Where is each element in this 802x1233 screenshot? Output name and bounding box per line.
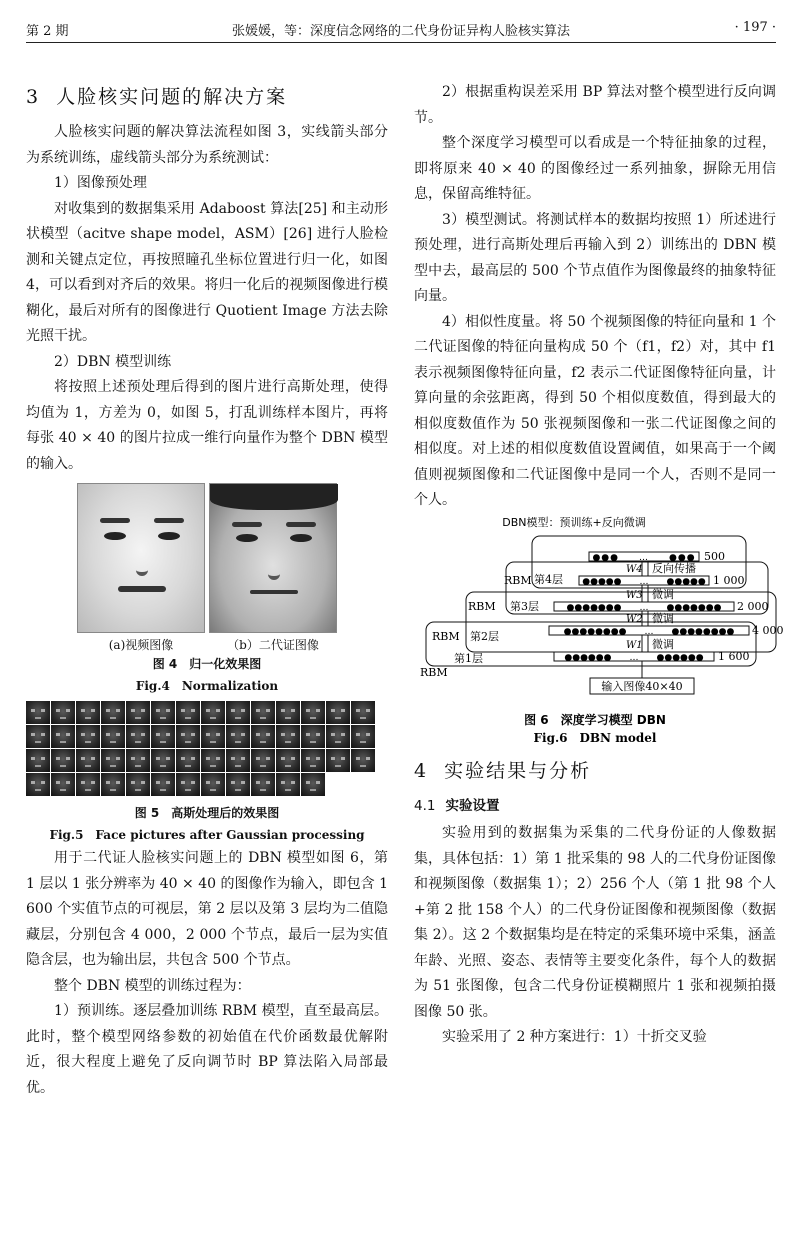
face-thumbnail xyxy=(226,773,250,796)
abstraction-paragraph: 整个深度学习模型可以看成是一个特征抽象的过程，即将原来 40 × 40 的图像经过一系列抽象，摒除无用信息，保留高维特征。 xyxy=(414,135,776,202)
face-thumbnail xyxy=(151,749,175,772)
layer-label-1: 第1层 xyxy=(454,651,483,665)
fig5-caption-en: Fig.5 Face pictures after Gaussian processing xyxy=(49,828,365,842)
face-thumbnail xyxy=(51,725,75,748)
face-thumbnail xyxy=(301,773,325,796)
scheme-paragraph: 实验采用了 2 种方案进行：1）十折交叉验 xyxy=(442,1029,707,1045)
video-face-image xyxy=(77,483,205,633)
face-thumbnail xyxy=(326,749,350,772)
face-thumbnail xyxy=(126,773,150,796)
face-thumbnail xyxy=(176,749,200,772)
running-title: 张媛媛，等：深度信念网络的二代身份证异构人脸核实算法 xyxy=(231,24,570,39)
backprop-label: 反向传播 xyxy=(652,561,696,575)
layer-label-4: 第4层 xyxy=(534,572,563,586)
face-thumbnail xyxy=(151,725,175,748)
right-column xyxy=(414,60,784,1051)
face-thumbnail xyxy=(251,749,275,772)
left-column xyxy=(26,60,388,1101)
face-thumbnail xyxy=(351,701,375,724)
face-thumbnail xyxy=(301,701,325,724)
weight-w3: W3 xyxy=(626,589,643,601)
issue-number: 第 2 期 xyxy=(26,24,69,39)
face-thumbnail xyxy=(126,701,150,724)
model-test-paragraph: 3）模型测试。将测试样本的数据均按照 1）所述进行预处理，进行高斯处理后再输入到 2）训练出的 DBN 模型中去，最高层的 500 个节点值作为图像最终的抽象特征向量。 xyxy=(414,211,776,304)
face-thumbnail xyxy=(176,725,200,748)
face-thumbnail xyxy=(201,773,225,796)
rbm-label-1: RBM xyxy=(420,665,448,679)
sec3-step1-text: 对收集到的数据集采用 Adaboost 算法[25] 和主动形状模型（acitve shape model，ASM）[26] 进行人脸检测和关键点定位，再按照瞳孔坐标位置进行归一化，如图 4，可以看到对齐后的效果。将归一化后的视频图像进行模糊化，最后对所有的图像进行 Quotient Image 方法去除光照干扰。 xyxy=(26,200,388,344)
finetune-label-2: 微调 xyxy=(652,611,674,625)
face-thumbnail xyxy=(201,701,225,724)
face-thumbnail xyxy=(251,773,275,796)
face-thumbnail xyxy=(101,773,125,796)
face-thumbnail xyxy=(326,701,350,724)
face-thumbnail xyxy=(226,749,250,772)
face-grid-row xyxy=(26,725,388,748)
face-thumbnail xyxy=(251,725,275,748)
input-image-label: 输入图像40×40 xyxy=(601,679,683,693)
figure-6 xyxy=(414,514,784,745)
face-thumbnail xyxy=(326,725,350,748)
similarity-paragraph: 4）相似性度量。将 50 个视频图像的特征向量和 1 个二代证图像的特征向量构成 50 个（f1，f2）对，其中 f1 表示视频图像特征向量，f2 表示二代证图像特征向量，计算向量的余弦距离，得到 50 个相似度数值，得到最大的相似度数值作为 50 张视频图像和一张二代证图像之间的相似度。对上述的相似度数值设置阈值，如果高于一个阈值则视频图像和二代证图像中是同一个人，否则不是同一个人。 xyxy=(414,313,776,508)
figure-4 xyxy=(26,483,388,697)
id-card-face-image xyxy=(209,483,337,633)
layer-500-dots: ●●● … ●●● xyxy=(592,552,696,563)
sec3-step2-text: 将按照上述预处理后得到的图片进行高斯处理，使得均值为 1，方差为 0，如图 5，打乱训练样本图片，再将每张 40 × 40 的图片拉成一维行向量作为整个 DBN 模型的输入。 xyxy=(26,379,388,472)
face-thumbnail xyxy=(251,701,275,724)
face-thumbnail xyxy=(151,773,175,796)
face-thumbnail xyxy=(76,749,100,772)
face-thumbnail xyxy=(101,701,125,724)
face-grid-row xyxy=(26,773,388,796)
fig6-caption-en: Fig.6 DBN model xyxy=(533,730,657,745)
face-thumbnail xyxy=(176,773,200,796)
finetune-label-3: 微调 xyxy=(652,587,674,601)
dataset-paragraph: 实验用到的数据集为采集的二代身份证的人像数据集，具体包括：1）第 1 批采集的 98 人的二代身份证图像和视频图像（数据集 1）；2）256 个人（第 1 批 98 个人+第 2 批 158 个人）的二代身份证图像和视频图像（数据集 2）。这 2 个数据集均是在特定的采集环境中采集，涵盖年龄、光照、姿态、表情等主要变化条件，每个人的数据为 51 张图像，包含二代身份证模糊照片 1 张和视频拍摄图像 50 张。 xyxy=(414,825,776,1020)
face-thumbnail xyxy=(26,725,50,748)
face-thumbnail xyxy=(351,749,375,772)
face-thumbnail xyxy=(26,773,50,796)
layer-1600-dots: ●●●●●● … ●●●●●● xyxy=(564,652,704,663)
face-thumbnail xyxy=(301,725,325,748)
face-thumbnail xyxy=(226,725,250,748)
dbn-diagram-title: DBN模型：预训练+反向微调 xyxy=(502,515,646,529)
fig6-caption-cn: 图 6 深度学习模型 DBN xyxy=(524,712,666,727)
face-thumbnail xyxy=(276,701,300,724)
face-thumbnail xyxy=(276,749,300,772)
figure-5 xyxy=(26,701,388,846)
face-thumbnail xyxy=(351,725,375,748)
gaussian-face-grid xyxy=(26,701,388,796)
sec3-step2-head: 2）DBN 模型训练 xyxy=(54,353,172,370)
page-number: · 197 · xyxy=(734,20,776,35)
layer-1000-dots: ●●●●● … ●●●●● xyxy=(582,576,706,587)
count-1000: 1 000 xyxy=(713,573,745,587)
finetune-label-1: 微调 xyxy=(652,637,674,651)
face-thumbnail xyxy=(51,701,75,724)
face-grid-row xyxy=(26,701,388,724)
fig4-caption-en: Fig.4 Normalization xyxy=(135,679,279,693)
face-thumbnail xyxy=(51,773,75,796)
dbn-structure-paragraph: 用于二代证人脸核实问题上的 DBN 模型如图 6，第 1 层以 1 张分辨率为 40 × 40 的图像作为输入，即包含 1 600 个实值节点的可视层，第 2 层以及第 3 层均为二值隐藏层，分别包含 4 000，2 000 个节点，最后一层为实值隐含层，也为输出层，共包含 500 个节点。 xyxy=(26,850,388,968)
face-thumbnail xyxy=(76,725,100,748)
face-thumbnail xyxy=(126,749,150,772)
face-thumbnail xyxy=(226,701,250,724)
weight-w4: W4 xyxy=(626,563,643,575)
face-thumbnail xyxy=(26,749,50,772)
face-thumbnail xyxy=(201,749,225,772)
rbm-label-2: RBM xyxy=(432,629,460,643)
training-process-paragraph: 整个 DBN 模型的训练过程为： xyxy=(54,977,251,994)
section-4-1-heading: 4.1 实验设置 xyxy=(414,797,500,814)
header-rule xyxy=(26,42,776,43)
running-header xyxy=(26,20,776,42)
face-thumbnail xyxy=(176,701,200,724)
face-thumbnail xyxy=(26,701,50,724)
bp-finetune-paragraph: 2）根据重构误差采用 BP 算法对整个模型进行反向调节。 xyxy=(414,84,776,126)
face-thumbnail xyxy=(101,749,125,772)
layer-2000-dots: ●●●●●●● … ●●●●●●● xyxy=(566,602,722,613)
face-thumbnail xyxy=(101,725,125,748)
fig4-caption-cn: 图 4 归一化效果图 xyxy=(152,657,262,671)
count-1600: 1 600 xyxy=(718,649,750,663)
face-thumbnail xyxy=(276,725,300,748)
face-thumbnail xyxy=(276,773,300,796)
layer-4000-dots: ●●●●●●●● … ●●●●●●●● xyxy=(563,626,735,637)
face-thumbnail xyxy=(51,749,75,772)
sec3-step1-head: 1）图像预处理 xyxy=(54,175,147,191)
weight-w1: W1 xyxy=(626,639,643,651)
pretraining-paragraph: 1）预训练。逐层叠加训练 RBM 模型，直至最高层。此时，整个模型网络参数的初始值在代价函数最优解附近，很大程度上避免了反向调节时 BP 算法陷入局部最优。 xyxy=(26,1003,388,1096)
face-thumbnail xyxy=(201,725,225,748)
weight-w2: W2 xyxy=(626,613,643,625)
face-thumbnail xyxy=(151,701,175,724)
sec3-intro: 人脸核实问题的解决算法流程如图 3，实线箭头部分为系统训练，虚线箭头部分为系统测试： xyxy=(26,124,388,166)
face-grid-row xyxy=(26,749,388,772)
layer-label-2: 第2层 xyxy=(470,629,499,643)
rbm-label-3: RBM xyxy=(468,599,496,613)
dbn-diagram xyxy=(414,514,784,745)
fig5-caption-cn: 图 5 高斯处理后的效果图 xyxy=(134,806,280,820)
section-4-heading: 4 实验结果与分析 xyxy=(414,759,592,782)
face-thumbnail xyxy=(301,749,325,772)
section-3-heading: 3 人脸核实问题的解决方案 xyxy=(26,86,288,108)
rbm-label-4: RBM xyxy=(504,573,532,587)
fig4-subcaption-a: (a)视频图像 xyxy=(108,638,174,652)
count-4000: 4 000 xyxy=(752,623,784,637)
count-500: 500 xyxy=(704,549,725,563)
count-2000: 2 000 xyxy=(737,599,769,613)
face-thumbnail xyxy=(76,701,100,724)
layer-label-3: 第3层 xyxy=(510,599,539,613)
fig4-subcaption-b: （b）二代证图像 xyxy=(227,638,319,652)
face-thumbnail xyxy=(126,725,150,748)
face-thumbnail xyxy=(76,773,100,796)
